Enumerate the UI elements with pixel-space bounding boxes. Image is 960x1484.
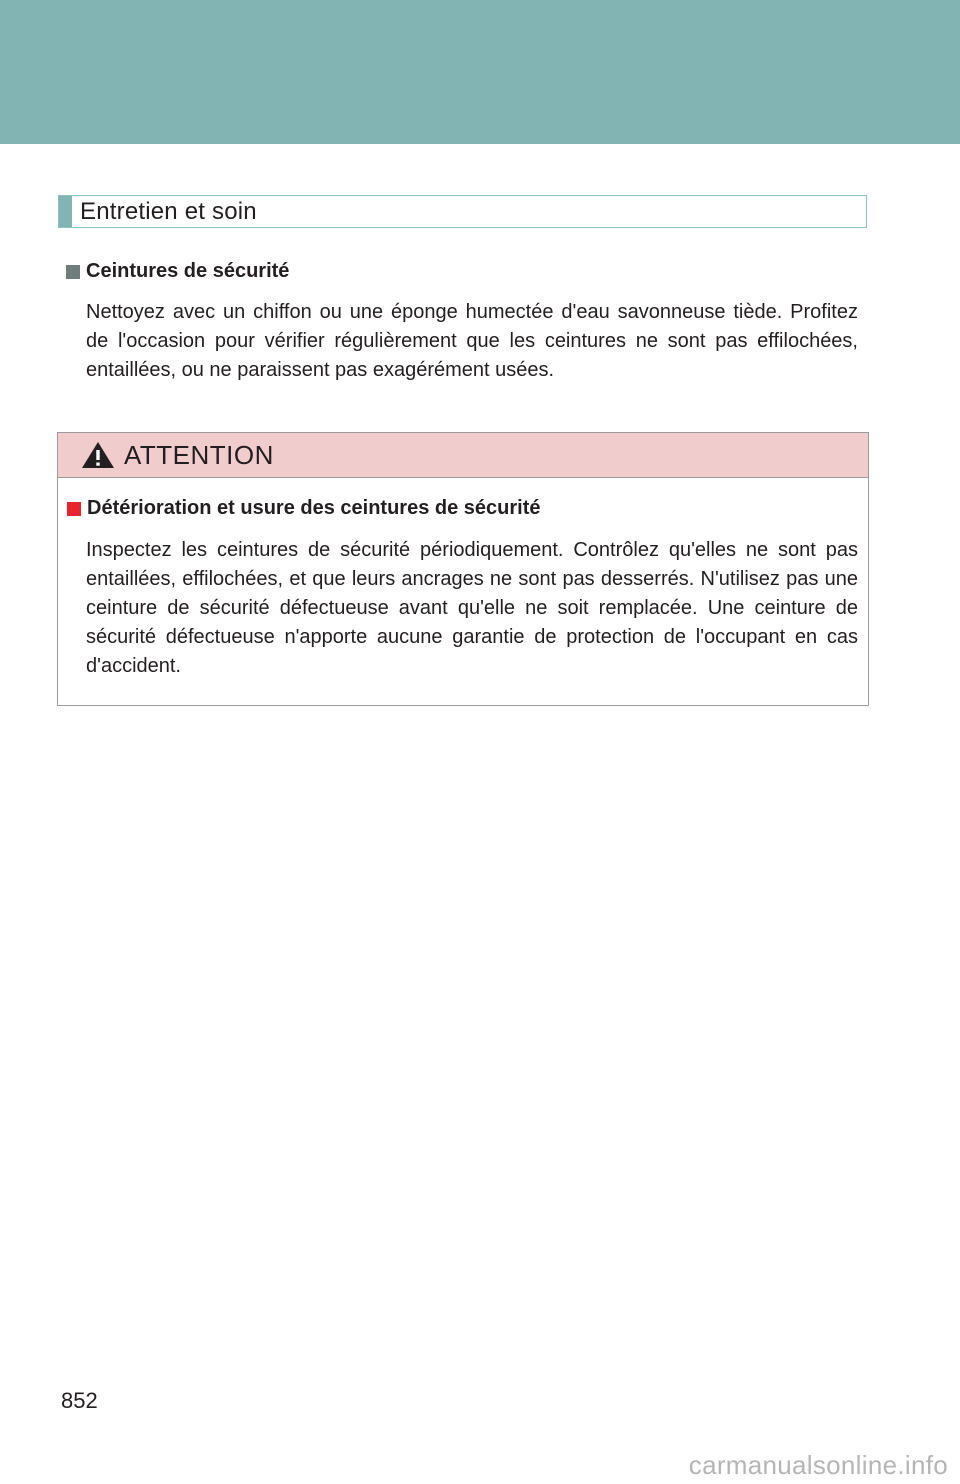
warning-heading: [67, 497, 541, 520]
section-title: Entretien et soin: [80, 197, 257, 225]
square-bullet-icon: [66, 265, 80, 279]
section-header: [58, 195, 867, 228]
warning-header: [58, 433, 868, 478]
header-band: [0, 0, 960, 144]
square-bullet-icon: [67, 502, 81, 516]
care-heading: [66, 260, 289, 283]
care-paragraph: Nettoyez avec un chiffon ou une éponge humectée d'eau savonneuse tiède. Profitez de l'occasion pour vérifier régulièrement que les ceintures ne sont pas effilochées, entaillées, ou ne paraissent pas exagérément usées.: [86, 301, 858, 381]
warning-paragraph: Inspectez les ceintures de sécurité périodiquement. Contrôlez qu'elles ne sont pas entaillées, effilochées, et que leurs ancrages ne sont pas desserrés. N'utilisez pas une ceinture de sécurité défectueuse avant qu'elle ne soit remplacée. Une ceinture de sécurité défectueuse n'apporte aucune garantie de protection de l'occupant en cas d'accident.: [86, 539, 858, 677]
care-heading-text: Ceintures de sécurité: [86, 260, 290, 282]
warning-box: [57, 432, 869, 706]
page-number: 852: [61, 1388, 98, 1413]
section-accent-bar: [59, 196, 72, 227]
warning-triangle-icon: [80, 440, 116, 470]
warning-heading-text: Détérioration et usure des ceintures de sécurité: [87, 497, 541, 519]
warning-label: ATTENTION: [124, 439, 274, 470]
watermark-link[interactable]: carmanualsonline.info: [688, 1450, 948, 1480]
